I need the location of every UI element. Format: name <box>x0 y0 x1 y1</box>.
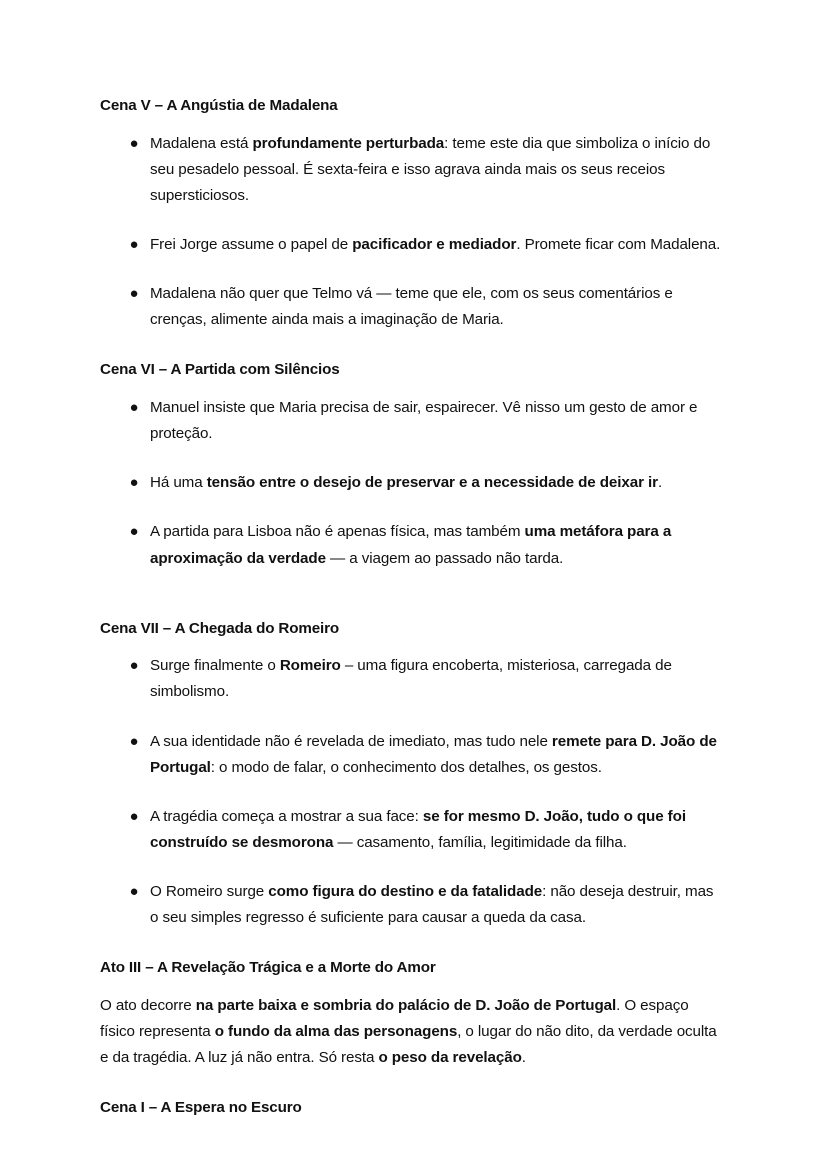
bullet-marker-icon: ● <box>129 883 139 901</box>
list-item <box>100 281 725 333</box>
bullet-marker-icon: ● <box>129 732 139 750</box>
list-item-text <box>150 474 662 491</box>
list-item <box>100 804 725 856</box>
paragraph-ato-3-intro <box>100 993 725 1071</box>
section-heading-ato-3: Ato III – A Revelação Trágica e a Morte do Amor <box>100 959 436 977</box>
bold-run: tensão entre o desejo de preservar e a necessidade de deixar ir <box>206 474 658 492</box>
bold-run: o peso da revelação <box>378 1049 522 1067</box>
list-item-text <box>150 883 713 926</box>
bullet-list-cena-5-bullets <box>100 131 725 334</box>
text-run: O Romeiro surge <box>150 883 269 901</box>
document-body <box>100 95 725 1119</box>
text-run: — casamento, família, legitimidade da filha. <box>333 833 627 851</box>
section-heading-cena-5: Cena V – A Angústia de Madalena <box>100 97 338 114</box>
list-item <box>100 131 725 209</box>
list-item-text <box>150 733 717 776</box>
list-item-text <box>150 236 720 253</box>
text-run: – uma figura encoberta, misteriosa, carregada de simbolismo. <box>150 657 672 701</box>
bold-run: como figura do destino e da fatalidade <box>268 883 543 901</box>
bold-run: se for mesmo D. João, tudo o que foi construído se desmorona <box>150 807 686 851</box>
list-item-text <box>150 523 671 566</box>
bullet-marker-icon: ● <box>129 236 139 253</box>
text-run: , o lugar do não dito, da verdade oculta e da tragédia. A luz já não entra. Só resta <box>100 1023 717 1067</box>
bold-run: na parte baixa e sombria do palácio de D. João de Portugal <box>195 996 617 1014</box>
bullet-marker-icon: ● <box>129 657 139 675</box>
text-run: Surge finalmente o <box>150 657 280 675</box>
section-heading-cena-7: Cena VII – A Chegada do Romeiro <box>100 619 339 637</box>
list-item-text <box>150 399 697 442</box>
text-run: Manuel insiste que Maria precisa de sair, espairecer. Vê nisso um gesto de amor e proteção. <box>150 399 698 443</box>
list-item <box>100 519 725 571</box>
text-run: Frei Jorge assume o papel de <box>150 236 353 253</box>
section-heading-cena-6: Cena VI – A Partida com Silêncios <box>100 361 340 379</box>
section-heading-cena-1: Cena I – A Espera no Escuro <box>100 1099 302 1117</box>
list-item-text <box>150 285 673 328</box>
bold-run: remete para D. João de Portugal <box>150 732 717 776</box>
bold-run: profundamente perturbada <box>252 134 445 152</box>
text-run: — a viagem ao passado não tarda. <box>325 549 564 567</box>
list-item <box>100 729 725 781</box>
bold-run: Romeiro <box>279 657 341 675</box>
list-item <box>100 653 725 705</box>
bullet-marker-icon: ● <box>129 474 139 492</box>
text-run: Madalena não quer que Telmo vá — teme que ele, com os seus comentários e crenças, alimente ainda mais a imaginação de Maria. <box>150 285 673 329</box>
text-run: A sua identidade não é revelada de imediato, mas tudo nele <box>150 732 552 750</box>
bold-run: pacificador e mediador <box>352 236 517 253</box>
bold-run: uma metáfora para a aproximação da verdade <box>150 523 672 567</box>
text-run: A tragédia começa a mostrar a sua face: <box>150 807 423 825</box>
bullet-marker-icon: ● <box>129 399 139 416</box>
text-run: . O espaço físico representa <box>100 996 689 1041</box>
bullet-marker-icon: ● <box>129 523 139 541</box>
text-run: : teme este dia que simboliza o início do seu pesadelo pessoal. É sexta-feira e isso agrava ainda mais os seus receios supersticiosos. <box>150 134 711 204</box>
text-run: A partida para Lisboa não é apenas física, mas também <box>150 523 525 541</box>
bullet-list-cena-6-bullets <box>100 395 725 572</box>
text-run: Há uma <box>150 474 207 492</box>
text-run: : não deseja destruir, mas o seu simples regresso é suficiente para causar a queda da casa. <box>150 883 714 927</box>
list-item-text <box>150 135 710 204</box>
list-item <box>100 879 725 931</box>
text-run: . Promete ficar com Madalena. <box>516 236 721 253</box>
bullet-marker-icon: ● <box>129 285 139 303</box>
list-item <box>100 470 725 496</box>
list-item <box>100 395 725 447</box>
bullet-list-cena-7-bullets <box>100 653 725 931</box>
list-item-text <box>150 808 686 851</box>
bullet-marker-icon: ● <box>129 134 139 152</box>
bullet-marker-icon: ● <box>129 807 139 825</box>
text-run: Madalena está <box>150 134 253 152</box>
text-run: : o modo de falar, o conhecimento dos detalhes, os gestos. <box>210 758 602 776</box>
list-item <box>100 232 725 258</box>
text-run: O ato decorre <box>100 996 196 1014</box>
list-item-text <box>150 657 672 700</box>
bold-run: o fundo da alma das personagens <box>214 1023 458 1041</box>
text-run: . <box>657 474 663 492</box>
text-run: . <box>521 1049 526 1067</box>
